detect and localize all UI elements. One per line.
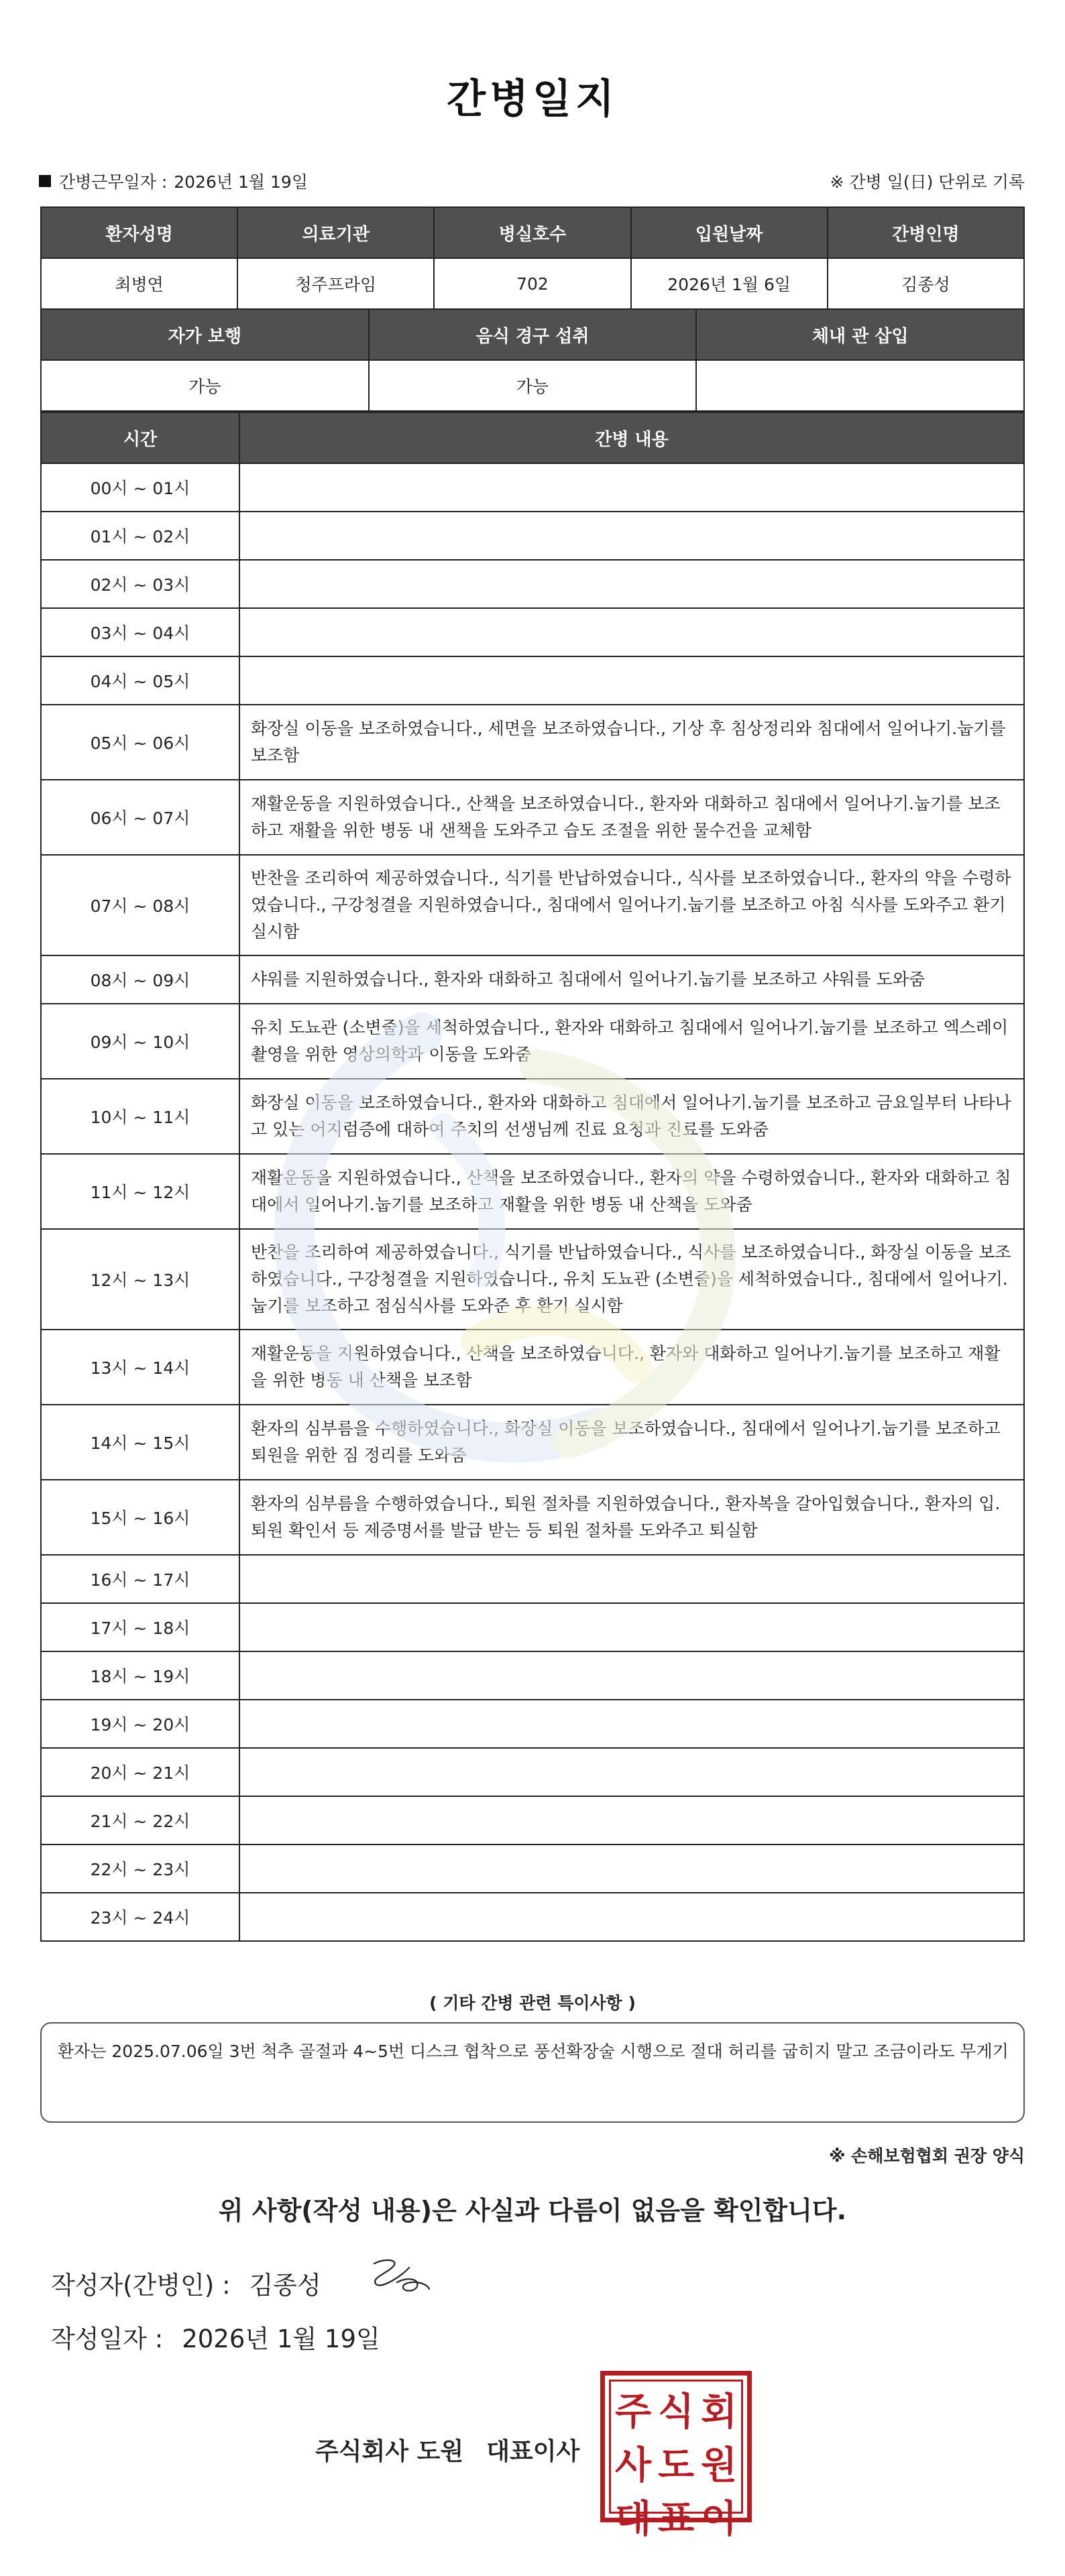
log-row (41, 656, 1024, 705)
log-row (41, 1651, 1024, 1700)
care-log-body (41, 463, 1024, 1941)
writer-name: 김종성 (249, 2271, 321, 2300)
seal-char: 회 (700, 2390, 738, 2434)
header-room-number: 병실호수 (434, 207, 630, 258)
seal-char: 사 (614, 2444, 652, 2487)
written-date-value: 2026년 1월 19일 (182, 2325, 380, 2353)
company-representative: 대표이사 (486, 2438, 580, 2465)
log-content (239, 560, 1024, 608)
log-time: 11시 ~ 12시 (41, 1154, 239, 1229)
writer-line (51, 2265, 321, 2301)
log-row (41, 955, 1024, 1004)
log-row (41, 705, 1024, 780)
header-self-walking: 자가 보행 (41, 309, 369, 360)
seal-char: 식 (657, 2390, 695, 2434)
log-content (239, 1603, 1024, 1651)
tube-insertion-value (696, 360, 1024, 411)
log-row (41, 608, 1024, 656)
header-time: 시간 (41, 412, 239, 463)
signature-icon (362, 2253, 436, 2300)
log-time: 12시 ~ 13시 (41, 1229, 239, 1330)
recommended-form-note: ※ 손해보험협회 권장 양식 (829, 2146, 1025, 2166)
log-row (41, 855, 1024, 955)
header-tube-insertion: 체내 관 삽입 (696, 309, 1024, 360)
log-row (41, 1748, 1024, 1796)
self-walking-value: 가능 (41, 360, 369, 411)
seal-char: 표 (657, 2498, 695, 2541)
log-content: 환자의 심부름을 수행하였습니다., 퇴원 절차를 지원하였습니다., 환자복을 갈아입혔습니다., 환자의 입.퇴원 확인서 등 제증명서를 발급 받는 등 퇴원 절차를 도와주고 퇴실함 (239, 1480, 1024, 1555)
log-content (239, 1893, 1024, 1941)
room-number: 702 (434, 258, 630, 309)
log-row (41, 1700, 1024, 1748)
log-time: 14시 ~ 15시 (41, 1405, 239, 1480)
log-row (41, 1229, 1024, 1330)
caregiver-name: 김종성 (828, 258, 1024, 309)
log-content (239, 1748, 1024, 1796)
log-content (239, 512, 1024, 560)
square-bullet-icon (39, 175, 51, 187)
header-care-content: 간병 내용 (239, 412, 1024, 463)
log-time: 09시 ~ 10시 (41, 1004, 239, 1079)
log-time: 06시 ~ 07시 (41, 780, 239, 855)
log-content (239, 1555, 1024, 1603)
log-content: 반찬을 조리하여 제공하였습니다., 식기를 반납하였습니다., 식사를 보조하였습니다., 화장실 이동을 보조하였습니다., 구강청결을 지원하였습니다., 유치 도뇨관 (소변줄)을 세척하였습니다., 침대에서 일어나기.눕기를 보조하고 점심식사를 도와준 후 환기 실시함 (239, 1229, 1024, 1330)
log-time: 23시 ~ 24시 (41, 1893, 239, 1941)
log-row (41, 1330, 1024, 1405)
log-content: 샤워를 지원하였습니다., 환자와 대화하고 침대에서 일어나기.눕기를 보조하고 샤워를 도와줌 (239, 955, 1024, 1004)
log-content: 유치 도뇨관 (소변줄)을 세척하였습니다., 환자와 대화하고 침대에서 일어나기.눕기를 보조하고 엑스레이 촬영을 위한 영상의학과 이동을 도와줌 (239, 1004, 1024, 1079)
header-hospital: 의료기관 (237, 207, 434, 258)
document-title: 간병일지 (447, 76, 618, 123)
log-time: 03시 ~ 04시 (41, 608, 239, 656)
log-content (239, 1700, 1024, 1748)
seal-char: 대 (614, 2498, 652, 2541)
care-log-table (40, 412, 1025, 1942)
header-oral-intake: 음식 경구 섭취 (369, 309, 697, 360)
log-row (41, 1796, 1024, 1845)
log-row (41, 1480, 1024, 1555)
seal-char: 도 (657, 2444, 695, 2487)
header-caregiver-name: 간병인명 (828, 207, 1024, 258)
hospital-name: 청주프라임 (237, 258, 434, 309)
log-content (239, 1651, 1024, 1700)
log-row (41, 1603, 1024, 1651)
log-row (41, 1154, 1024, 1229)
log-content (239, 608, 1024, 656)
log-row (41, 1845, 1024, 1893)
log-time: 01시 ~ 02시 (41, 512, 239, 560)
log-row (41, 1405, 1024, 1480)
log-time: 20시 ~ 21시 (41, 1748, 239, 1796)
writer-label: 작성자(간병인) : (51, 2271, 231, 2300)
admission-date: 2026년 1월 6일 (631, 258, 828, 309)
log-content: 재활운동을 지원하였습니다., 산책을 보조하였습니다., 환자와 대화하고 일어나기.눕기를 보조하고 재활을 위한 병동 내 산책을 보조함 (239, 1330, 1024, 1405)
log-row (41, 1004, 1024, 1079)
log-time: 02시 ~ 03시 (41, 560, 239, 608)
log-time: 10시 ~ 11시 (41, 1079, 239, 1154)
other-notes-heading: ( 기타 간병 관련 특이사항 ) (429, 1993, 636, 2013)
work-date-value: 2026년 1월 19일 (174, 172, 308, 192)
written-date-line (51, 2319, 380, 2355)
patient-name: 최병연 (41, 258, 237, 309)
log-row (41, 560, 1024, 608)
other-notes-box: 환자는 2025.07.06일 3번 척추 골절과 4~5번 디스크 협착으로 풍선확장술 시행으로 절대 허리를 굽히지 말고 조금이라도 무게기 (40, 2022, 1025, 2123)
work-date-line (39, 169, 308, 193)
log-content: 환자의 심부름을 수행하였습니다., 화장실 이동을 보조하였습니다., 침대에서 일어나기.눕기를 보조하고 퇴원을 위한 짐 정리를 도와줌 (239, 1405, 1024, 1480)
log-content: 재활운동을 지원하였습니다., 산책을 보조하였습니다., 환자와 대화하고 침대에서 일어나기.눕기를 보조하고 재활을 위한 병동 내 샌책을 도와주고 습도 조절을 위한 물수건을 교체함 (239, 780, 1024, 855)
company-seal-stamp (600, 2371, 752, 2541)
company-line (315, 2433, 579, 2467)
log-time: 13시 ~ 14시 (41, 1330, 239, 1405)
seal-char: 이 (700, 2498, 738, 2541)
confirmation-statement: 위 사항(작성 내용)은 사실과 다름이 없음을 확인합니다. (218, 2196, 847, 2225)
patient-info-table (40, 207, 1025, 310)
log-content: 재활운동을 지원하였습니다., 산책을 보조하였습니다., 환자의 약을 수령하였습니다., 환자와 대화하고 침대에서 일어나기.눕기를 보조하고 재활을 위한 병동 내 산책을 도와줌 (239, 1154, 1024, 1229)
log-row (41, 512, 1024, 560)
log-time: 05시 ~ 06시 (41, 705, 239, 780)
log-time: 00시 ~ 01시 (41, 463, 239, 512)
seal-char: 주 (614, 2390, 652, 2434)
log-time: 17시 ~ 18시 (41, 1603, 239, 1651)
log-row (41, 1893, 1024, 1941)
log-row (41, 463, 1024, 512)
log-time: 15시 ~ 16시 (41, 1480, 239, 1555)
seal-characters (612, 2382, 740, 2541)
log-content (239, 1845, 1024, 1893)
work-date-label: 간병근무일자 : (59, 172, 168, 192)
log-time: 22시 ~ 23시 (41, 1845, 239, 1893)
log-row (41, 1555, 1024, 1603)
oral-intake-value: 가능 (369, 360, 697, 411)
log-content: 반찬을 조리하여 제공하였습니다., 식기를 반납하였습니다., 식사를 보조하였습니다., 환자의 약을 수령하였습니다., 구강청결을 지원하였습니다., 침대에서 일어나기.눕기를 보조하고 아침 식사를 도와주고 환기 실시함 (239, 855, 1024, 955)
log-content: 화장실 이동을 보조하였습니다., 환자와 대화하고 침대에서 일어나기.눕기를 보조하고 금요일부터 나타나고 있는 어지럼증에 대하여 주치의 선생님께 진료 요청과 진료를 도와줌 (239, 1079, 1024, 1154)
log-content: 화장실 이동을 보조하였습니다., 세면을 보조하였습니다., 기상 후 침상정리와 침대에서 일어나기.눕기를 보조함 (239, 705, 1024, 780)
log-time: 04시 ~ 05시 (41, 656, 239, 705)
log-time: 16시 ~ 17시 (41, 1555, 239, 1603)
log-content (239, 1796, 1024, 1845)
seal-char: 원 (700, 2444, 738, 2487)
header-admission-date: 입원날짜 (631, 207, 828, 258)
patient-status-table (40, 308, 1025, 412)
log-time: 07시 ~ 08시 (41, 855, 239, 955)
log-content (239, 463, 1024, 512)
company-name: 주식회사 도원 (315, 2438, 464, 2465)
log-row (41, 1079, 1024, 1154)
log-time: 08시 ~ 09시 (41, 955, 239, 1004)
log-time: 19시 ~ 20시 (41, 1700, 239, 1748)
log-content (239, 656, 1024, 705)
log-row (41, 780, 1024, 855)
log-time: 18시 ~ 19시 (41, 1651, 239, 1700)
log-time: 21시 ~ 22시 (41, 1796, 239, 1845)
unit-note: ※ 간병 일(日) 단위로 기록 (830, 172, 1025, 192)
written-date-label: 작성일자 : (51, 2325, 164, 2353)
header-patient-name: 환자성명 (41, 207, 237, 258)
